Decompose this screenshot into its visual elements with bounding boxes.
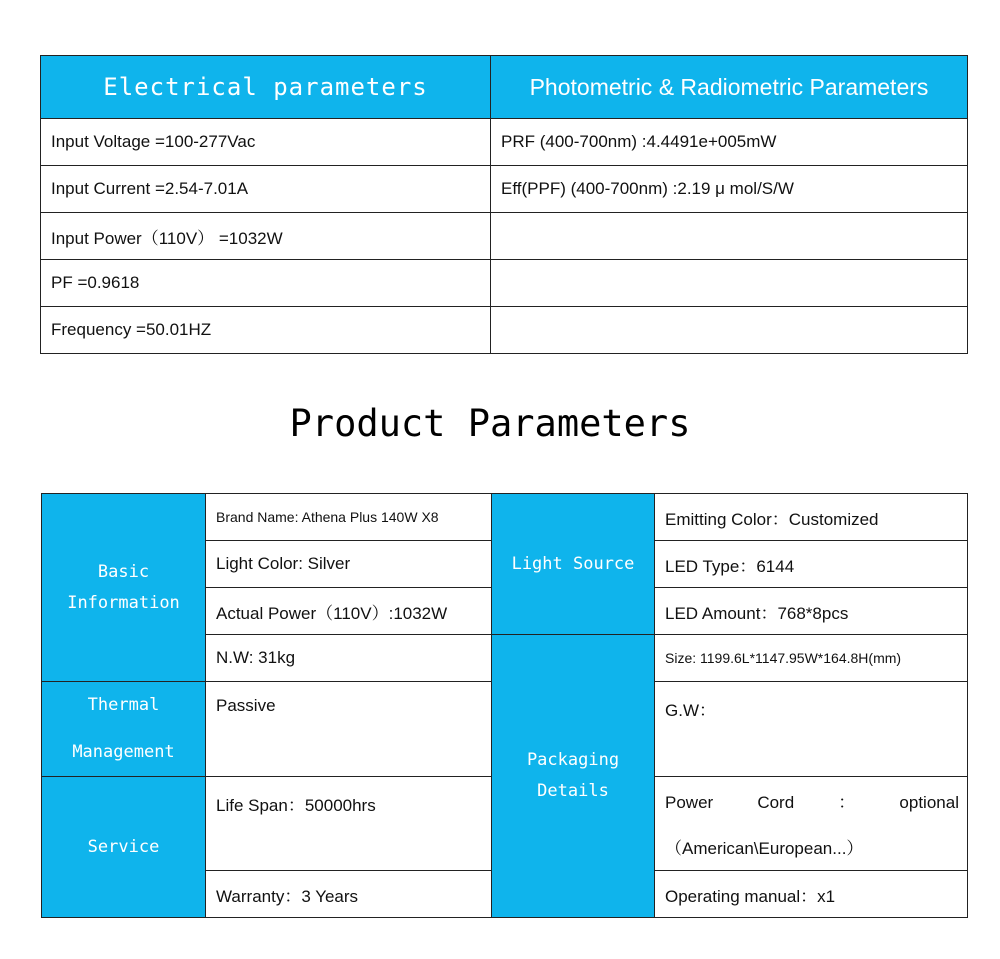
table-row bbox=[41, 166, 968, 213]
packaging-details-label bbox=[492, 635, 655, 918]
service-label: Service bbox=[42, 777, 206, 918]
power-cord-word: Power bbox=[665, 793, 714, 812]
power-cord-options: （American\European...） bbox=[665, 839, 864, 858]
product-parameters-table bbox=[41, 493, 968, 918]
power-cord-word: Cord bbox=[757, 793, 795, 812]
label-line: Details bbox=[537, 781, 609, 801]
empty-cell bbox=[491, 213, 968, 260]
electrical-header: Electrical parameters bbox=[41, 56, 491, 119]
table-row bbox=[41, 260, 968, 307]
empty-cell bbox=[491, 260, 968, 307]
input-power: Input Power（110V） =1032W bbox=[41, 213, 491, 260]
electrical-photometric-table bbox=[40, 55, 968, 354]
eff-ppf-value: Eff(PPF) (400-700nm) :2.19 μ mol/S/W bbox=[491, 166, 968, 213]
operating-manual: Operating manual：x1 bbox=[655, 871, 968, 918]
input-current: Input Current =2.54-7.01A bbox=[41, 166, 491, 213]
product-parameters-title: Product Parameters bbox=[289, 402, 691, 445]
net-weight: N.W: 31kg bbox=[206, 635, 492, 682]
power-cord-line bbox=[665, 791, 959, 815]
power-cord-colon: ： bbox=[838, 793, 856, 812]
empty-cell bbox=[491, 307, 968, 354]
emitting-color: Emitting Color：Customized bbox=[655, 494, 968, 541]
power-factor: PF =0.9618 bbox=[41, 260, 491, 307]
actual-power: Actual Power（110V）:1032W bbox=[206, 588, 492, 635]
basic-information-label bbox=[42, 494, 206, 682]
table-row bbox=[41, 119, 968, 166]
label-line: Information bbox=[67, 592, 180, 613]
life-span: Life Span：50000hrs bbox=[206, 777, 492, 871]
light-color: Light Color: Silver bbox=[206, 541, 492, 588]
table-header-row bbox=[41, 56, 968, 119]
label-line: Management bbox=[72, 742, 175, 762]
thermal-management-label bbox=[42, 682, 206, 777]
led-type: LED Type：6144 bbox=[655, 541, 968, 588]
gross-weight: G.W： bbox=[655, 682, 968, 777]
led-amount: LED Amount：768*8pcs bbox=[655, 588, 968, 635]
label-line: Basic bbox=[97, 561, 150, 582]
table-row bbox=[42, 494, 968, 541]
brand-name: Brand Name: Athena Plus 140W X8 bbox=[206, 494, 492, 541]
warranty: Warranty：3 Years bbox=[206, 871, 492, 918]
power-cord-word: optional bbox=[899, 793, 959, 812]
prf-value: PRF (400-700nm) :4.4491e+005mW bbox=[491, 119, 968, 166]
label-line: Packaging bbox=[526, 750, 620, 770]
power-cord bbox=[655, 777, 968, 871]
light-source-label: Light Source bbox=[492, 494, 655, 635]
table-row bbox=[41, 307, 968, 354]
frequency: Frequency =50.01HZ bbox=[41, 307, 491, 354]
package-size: Size: 1199.6L*1147.95W*164.8H(mm) bbox=[655, 635, 968, 682]
thermal-value: Passive bbox=[206, 682, 492, 777]
input-voltage: Input Voltage =100-277Vac bbox=[41, 119, 491, 166]
label-line: Thermal bbox=[87, 695, 160, 715]
table-row bbox=[41, 213, 968, 260]
photometric-header: Photometric & Radiometric Parameters bbox=[491, 56, 968, 119]
